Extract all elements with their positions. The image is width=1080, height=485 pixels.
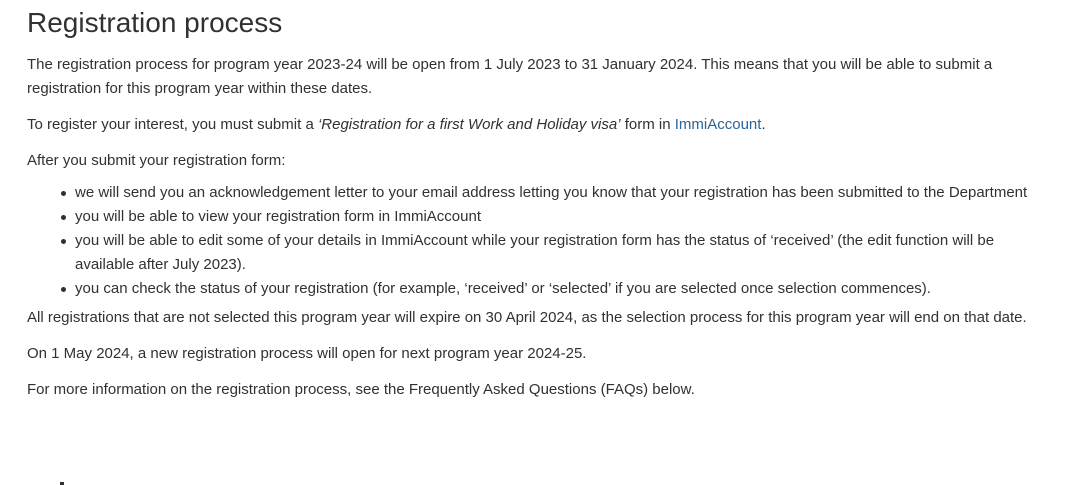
more-info-paragraph: For more information on the registration process, see the Frequently Asked Questions (FAQs) below. xyxy=(27,381,695,398)
expiry-paragraph: All registrations that are not selected this program year will expire on 30 April 2024, as the selection process for this program year will end on that date. xyxy=(27,309,1027,326)
bullet-icon xyxy=(61,287,66,292)
register-text-prefix: To register your interest, you must submit a xyxy=(27,116,318,133)
list-item-text: we will send you an acknowledgement letter to your email address letting you know that your registration has been submitted to the Department xyxy=(75,184,1028,201)
list-item xyxy=(75,229,1057,277)
main-content xyxy=(27,0,1057,402)
registration-form-name: ‘Registration for a first Work and Holiday visa’ xyxy=(317,116,621,133)
list-item-text: you will be able to edit some of your details in ImmiAccount while your registration form has the status of ‘received’ (the edit function will be available after July 2023). xyxy=(75,232,995,273)
immiaccount-link[interactable]: ImmiAccount xyxy=(674,116,762,133)
after-submit-list xyxy=(27,181,1057,301)
register-text-middle: form in xyxy=(620,116,675,133)
bullet-icon xyxy=(61,191,66,196)
list-item xyxy=(75,205,1057,229)
after-submit-paragraph: After you submit your registration form: xyxy=(27,152,286,169)
bullet-icon xyxy=(61,215,66,220)
bullet-icon xyxy=(61,239,66,244)
list-item-text: you will be able to view your registration form in ImmiAccount xyxy=(75,208,481,225)
intro-paragraph: The registration process for program year 2023-24 will be open from 1 July 2023 to 31 January 2024. This means that you will be able to submit a registration for this program year within these dates. xyxy=(27,56,993,97)
list-item xyxy=(75,181,1057,205)
section-heading: Registration process xyxy=(27,7,283,38)
register-text-suffix: . xyxy=(761,116,766,133)
new-process-paragraph: On 1 May 2024, a new registration process will open for next program year 2024-25. xyxy=(27,345,587,362)
list-item xyxy=(75,277,1057,301)
list-item-text: you can check the status of your registration (for example, ‘received’ or ‘selected’ if you are selected once selection commences). xyxy=(75,280,931,297)
register-paragraph xyxy=(27,113,1057,137)
